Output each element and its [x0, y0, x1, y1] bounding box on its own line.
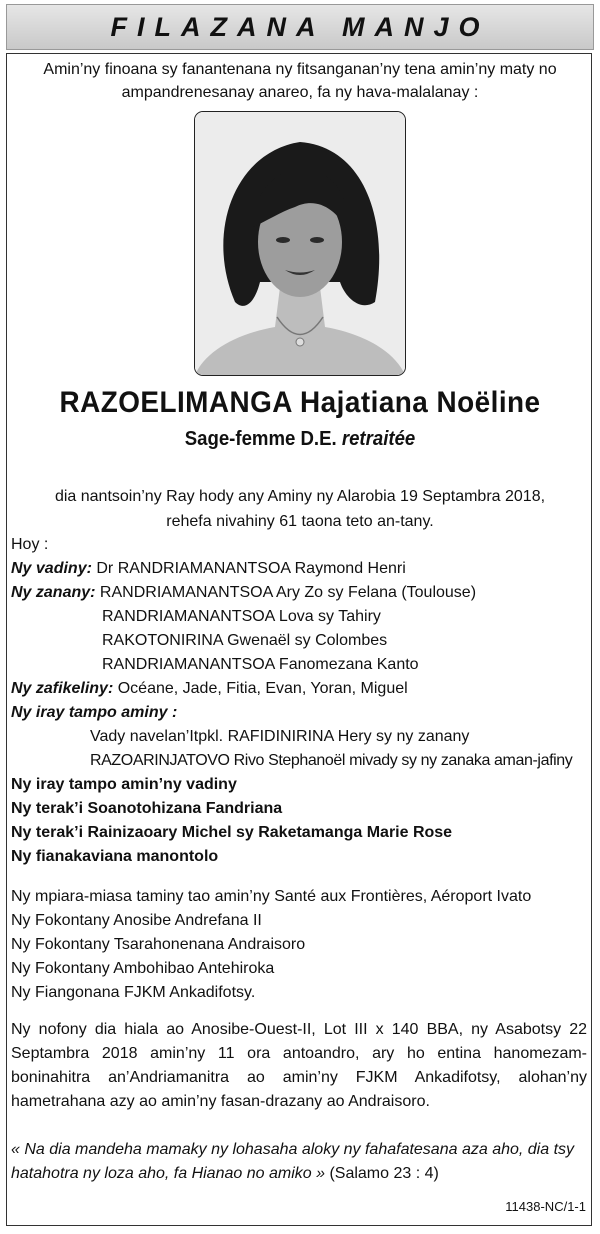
death-announcement [0, 484, 600, 534]
organization-item: Ny Fokontany Anosibe Andrefana II [11, 912, 262, 929]
funeral-details: Ny nofony dia hiala ao Anosibe-Ouest-II, Lot III x 140 BBA, ny Asabotsy 22 Septambra 2018 amin’ny 11 ora antoandro, ary ho entina hanomezam-boninahitra an’Andriamanitra ao amin’ny FJKM Ankadifotsy, alohan’ny hametrahana azy ao amin’ny fasan-drazany ao Andraisoro. [11, 1021, 587, 1110]
quote-source: (Salamo 23 : 4) [329, 1165, 439, 1182]
header-banner [6, 4, 594, 50]
family-other: Ny terak’i Rainizaoary Michel sy Raketamanga Marie Rose [11, 824, 453, 841]
organization-item: Ny Fiangonana FJKM Ankadifotsy. [11, 984, 256, 1001]
intro-text [8, 58, 592, 104]
zanany-item: RANDRIAMANANTSOA Lova sy Tahiry [102, 608, 381, 625]
reference-code: 11438-NC/1-1 [505, 1199, 586, 1214]
organization-item: Ny Fokontany Tsarahonenana Andraisoro [11, 936, 306, 953]
organization-item: Ny Fokontany Ambohibao Antehiroka [11, 960, 275, 977]
title-italic: retraitée [341, 428, 416, 450]
iray-tampo-item: RAZOARINJATOVO Rivo Stephanoël mivady sy ny zanaka aman-jafiny [90, 752, 573, 769]
quote-text: « Na dia mandeha mamaky ny lohasaha aloky ny fahafatesana aza aho, dia tsy hatahotra ny loza aho, fa Hianao no amiko » [11, 1141, 575, 1182]
vadiny-label: Ny vadiny [11, 560, 87, 577]
zafikeliny-row: Ny zafikeliny: Océane, Jade, Fitia, Evan, Yoran, Miguel [11, 680, 408, 697]
portrait-photo [194, 111, 406, 376]
zafikeliny-value: Océane, Jade, Fitia, Evan, Yoran, Miguel [117, 680, 408, 697]
header-title: FILAZANA MANJO [110, 11, 490, 42]
title-main: Sage-femme D.E. [184, 428, 337, 450]
death-line: rehefa nivahiny 61 taona teto an-tany. [166, 513, 434, 530]
intro-line: Amin’ny finoana sy fanantenana ny fitsanganan’ny tena amin’ny maty no [43, 61, 557, 78]
iray-tampo-label: Ny iray tampo aminy [11, 704, 168, 721]
zanany-item: RAKOTONIRINA Gwenaël sy Colombes [102, 632, 388, 649]
death-line: dia nantsoin’ny Ray hody any Aminy ny Alarobia 19 Septambra 2018, [54, 488, 546, 505]
zanany-value: RANDRIAMANANTSOA Ary Zo sy Felana (Toulouse) [99, 584, 477, 601]
deceased-title [21, 428, 579, 451]
family-other: Ny iray tampo amin’ny vadiny [11, 776, 237, 793]
family-other: Ny fianakaviana manontolo [11, 848, 219, 865]
intro-line: ampandrenesanay anareo, fa ny hava-malalanay : [121, 84, 479, 101]
zafikeliny-label: Ny zafikeliny [11, 680, 108, 697]
organizations-list [11, 885, 531, 1005]
zanany-row: Ny zanany: RANDRIAMANANTSOA Ary Zo sy Felana (Toulouse) [11, 584, 477, 601]
zanany-label: Ny zanany [11, 584, 91, 601]
deceased-name: RAZOELIMANGA Hajatiana Noëline [59, 386, 541, 419]
family-other: Ny terak’i Soanotohizana Fandriana [11, 800, 283, 817]
iray-tampo-item: Vady navelan’Itpkl. RAFIDINIRINA Hery sy ny zanany [90, 728, 470, 745]
zanany-item: RANDRIAMANANTSOA Fanomezana Kanto [102, 656, 419, 673]
vadiny-row: Ny vadiny: Dr RANDRIAMANANTSOA Raymond Henri [11, 560, 406, 577]
hoy-line: Hoy : [11, 536, 49, 553]
vadiny-value: Dr RANDRIAMANANTSOA Raymond Henri [96, 560, 406, 577]
portrait-image [195, 112, 405, 375]
iray-tampo-row: Ny iray tampo aminy : [11, 704, 178, 721]
organization-item: Ny mpiara-miasa taminy tao amin’ny Santé aux Frontières, Aéroport Ivato [11, 888, 532, 905]
bible-quote [11, 1138, 587, 1186]
